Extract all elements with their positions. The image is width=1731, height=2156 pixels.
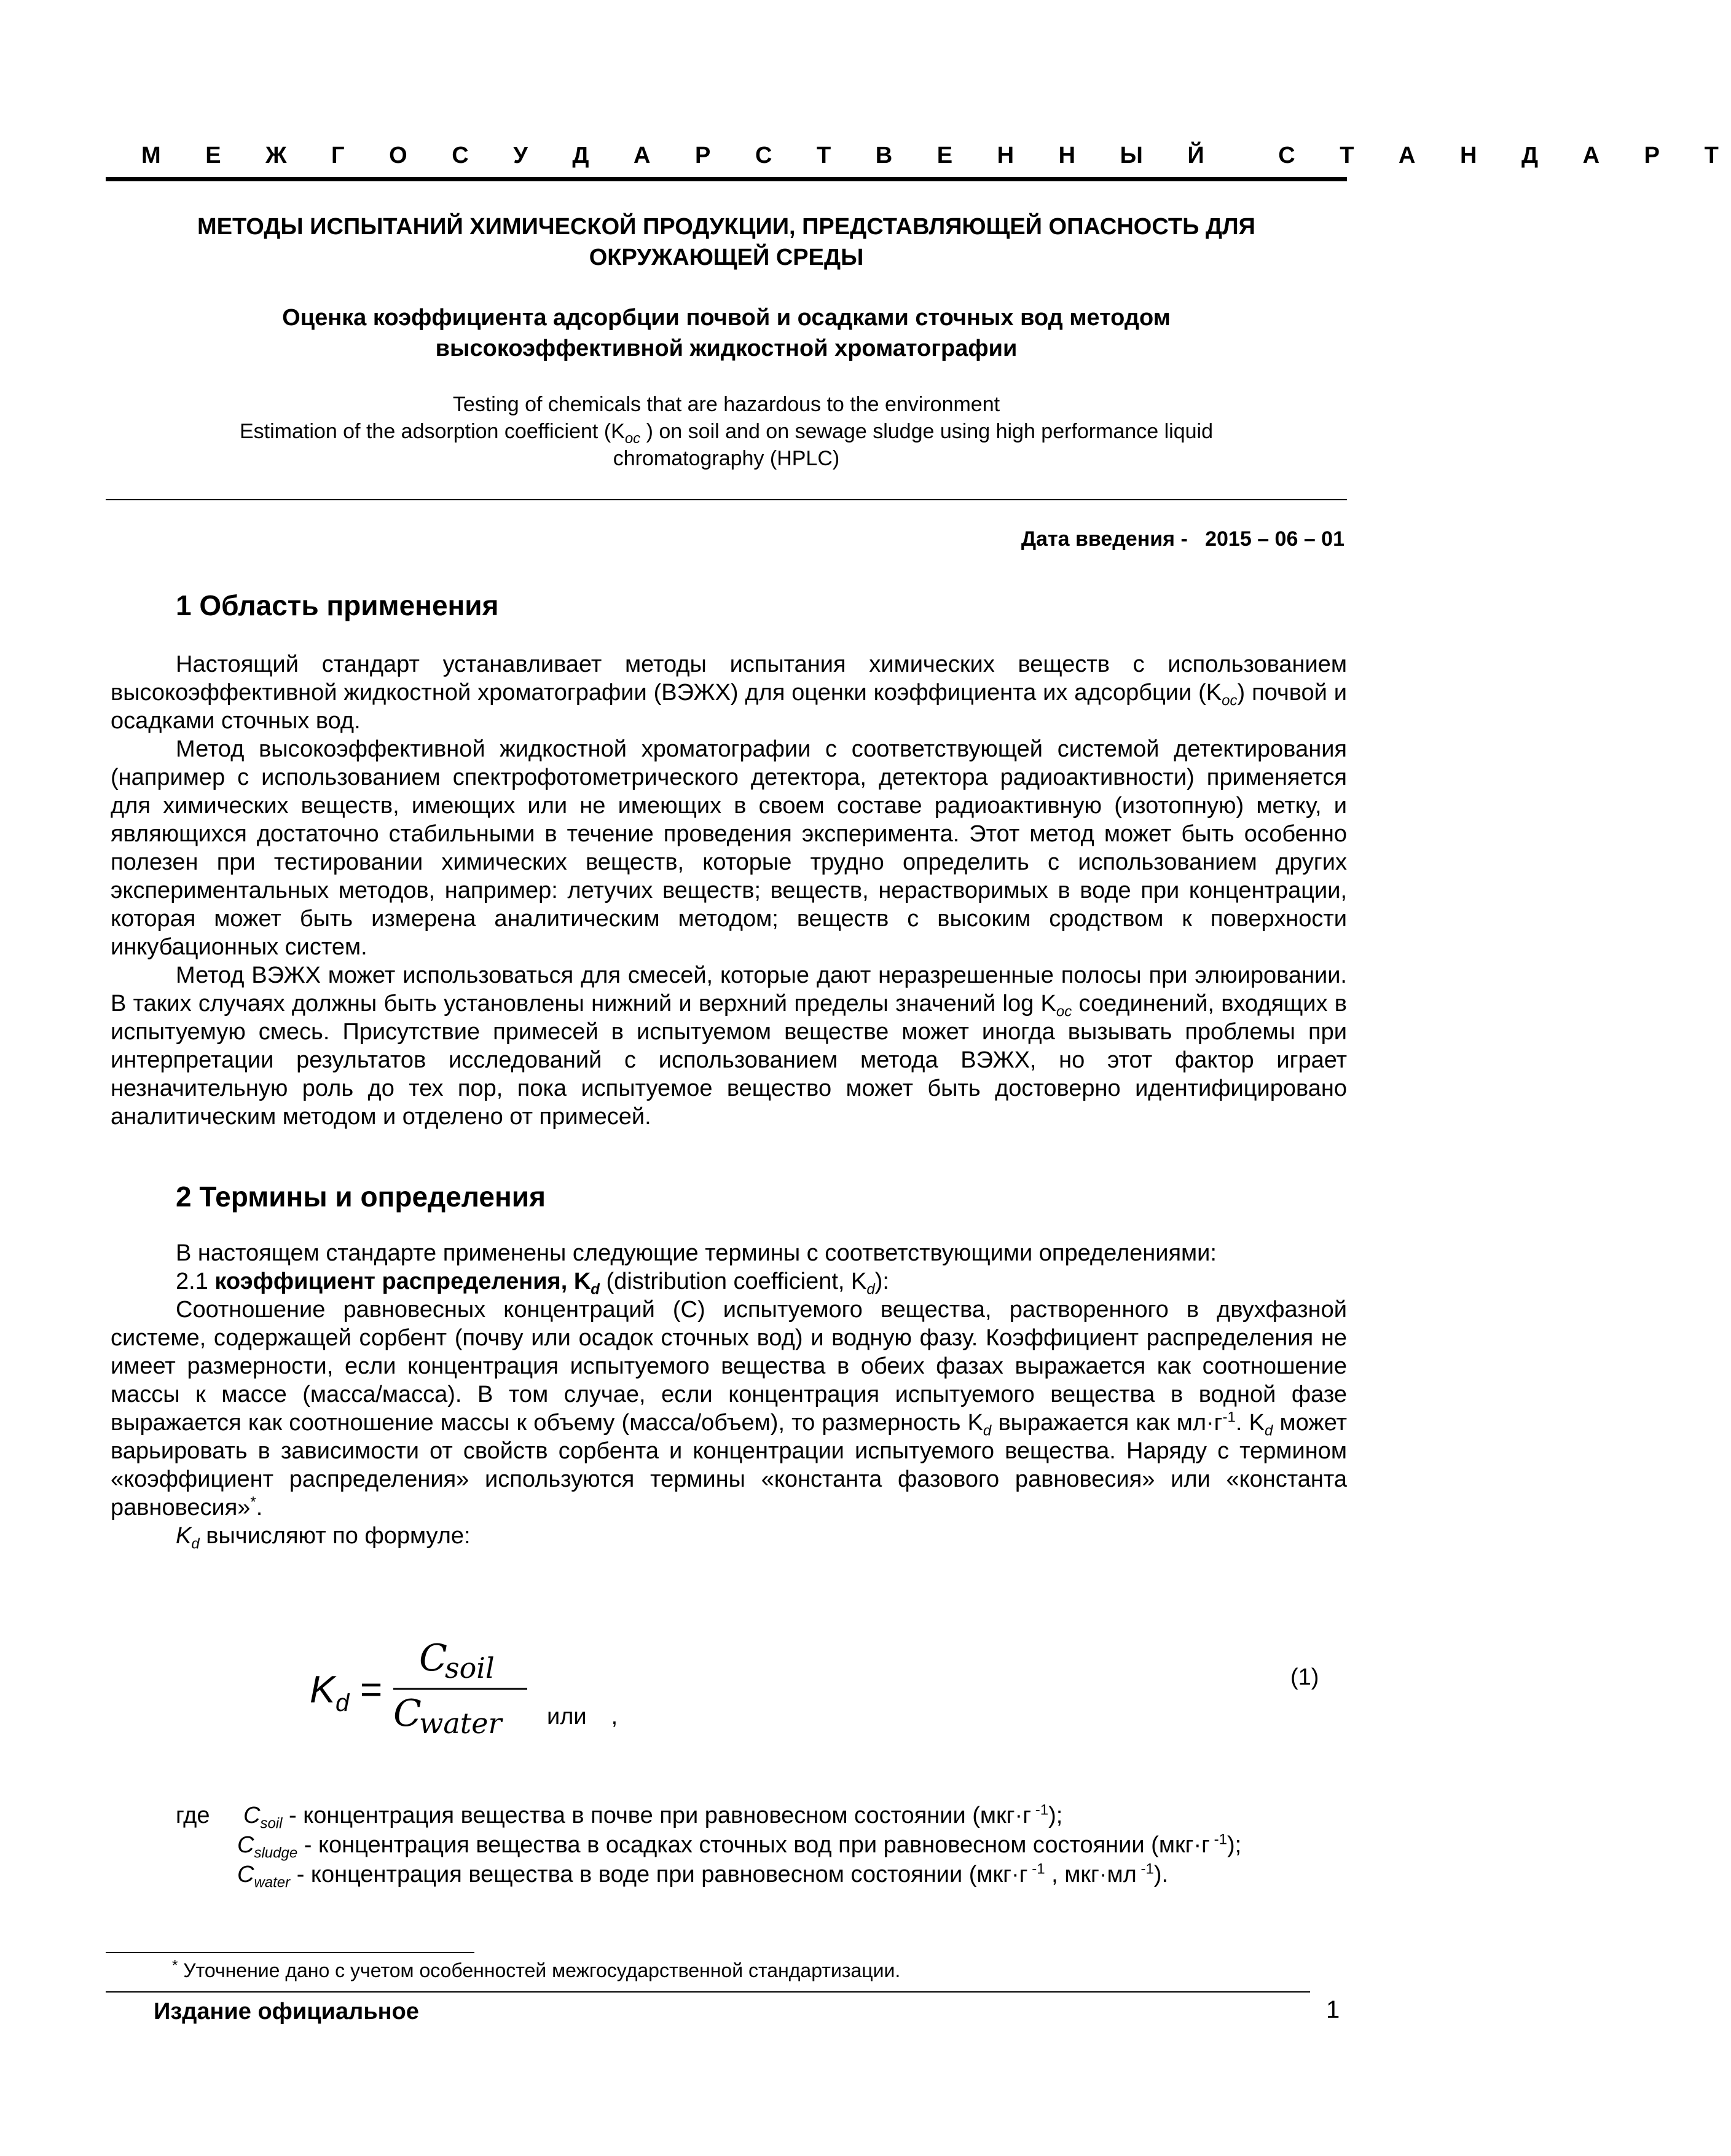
legend-c-sludge: $C_{sludge}$ - концентрация вещества в осадках сточных вод при равновесном состоянии (мкг·г $^{-1}$);: [237, 1831, 1242, 1862]
footnote-rule: [106, 1952, 474, 1953]
formula-or: или ,: [547, 1704, 618, 1729]
legend-c-water: $C_{water}$ - концентрация вещества в воде при равновесном состоянии (мкг·г $^{-1}$ , мкг·мл $^{-1}$).: [237, 1860, 1169, 1891]
formula-equals: =: [360, 1669, 383, 1711]
footnote: * Уточнение дано с учетом особенностей межгосударственной стандартизации.: [172, 1957, 901, 1981]
section-1-body: [111, 650, 1347, 1131]
official-edition-label: Издание официальное: [154, 1999, 419, 2024]
section-1-paragraph-1: Настоящий стандарт устанавливает методы испытания химических веществ с использованием высокоэффективной жидкостной хроматографии (ВЭЖХ) для оценки коэффициента их адсорбции $(K_{oc})$ почвой и осадками сточных вод.: [111, 651, 1348, 734]
subtitle-line-1: Оценка коэффициента адсорбции почвой и осадками сточных вод методом: [282, 305, 1171, 331]
date-value: 2015 – 06 – 01: [1205, 527, 1344, 551]
english-title-line-1: Testing of chemicals that are hazardous to the environment: [452, 393, 1000, 416]
header-rule: [106, 177, 1347, 181]
english-title-line-3: chromatography (HPLC): [613, 447, 840, 470]
term-2-1-definition: Соотношение равновесных концентраций (C) испытуемого вещества, растворенного в двухфазной системе, содержащей сорбент (почву или осадок сточных вод) и водную фазу. Коэффициент распределения не имеет размерности, если концентрация испытуемого вещества в обеих фазах выражается как соотношение массы к массе (масса/масса). В том случае, если концентрация испытуемого вещества в водной фазе выражается как соотношение массы к объему (масса/объем), то размерность $K_d$ выражается как $мл\cdot г^{-1}$. $K_d$ может варьировать в зависимости от свойств сорбента и концентрации испытуемого вещества. Наряду с термином «коэффициент распределения» используются термины «константа фазового равновесия» или «константа равновесия»*.: [111, 1297, 1347, 1521]
section-1-paragraph-2: Метод высокоэффективной жидкостной хроматографии с соответствующей системой детектирования (например с использованием спектрофотометрического детектора, детектора радиоактивности) применяется для химических веществ, имеющих или не имеющих в своем составе радиоактивную (изотопную) метку, и являющихся достаточно стабильными в течение проведения эксперимента. Этот метод может быть особенно полезен при тестировании химических веществ, которые трудно определить с использованием других экспериментальных методов, например: летучих веществ; веществ, нерастворимых в воде при концентрации, которая может быть измерена аналитическим методом; веществ с высоким сродством к поверхности инкубационных систем.: [111, 736, 1347, 960]
page-number: 1: [1326, 1996, 1340, 2023]
banner-right: С Т А Н Д А Р Т: [1278, 143, 1731, 168]
formula-denominator: C: [393, 1692, 422, 1735]
english-title-line-2: Estimation of the adsorption coefficient ($K_{oc}$ ) on soil and on sewage sludge using high performance liquid: [240, 420, 1213, 447]
document-title: [106, 211, 1347, 273]
english-title: [106, 391, 1347, 472]
equation-number: (1): [1290, 1664, 1319, 1690]
subtitle-line-2: высокоэффективной жидкостной хроматографии: [435, 336, 1018, 361]
document-subtitle: [106, 302, 1347, 364]
title-rule: [106, 499, 1347, 500]
formula-denominator-sub: water: [419, 1707, 502, 1740]
title-line-2: ОКРУЖАЮЩЕЙ СРЕДЫ: [589, 245, 864, 270]
banner-left: М Е Ж Г О С У Д А Р С Т В Е Н Н Ы Й: [141, 143, 1217, 168]
section-2-heading: 2 Термины и определения: [176, 1181, 546, 1213]
date-label: Дата введения -: [1021, 527, 1188, 551]
formula-intro: $K_d$ вычисляют по формуле:: [176, 1523, 471, 1552]
formula-lhs: K: [310, 1669, 336, 1711]
section-2-intro: В настоящем стандарте применены следующие термины с соответствующими определениями:: [176, 1240, 1217, 1266]
footer-rule: [106, 1991, 1310, 1993]
section-1-paragraph-3: Метод ВЭЖХ может использоваться для смесей, которые дают неразрешенные полосы при элюировании. В таких случаях должны быть установлены нижний и верхний пределы значений $\log K_{oc}$ соединений, входящих в испытуемую смесь. Присутствие примесей в испытуемом веществе может иногда вызывать проблемы при интерпретации результатов исследований с использованием метода ВЭЖХ, но этот фактор играет незначительную роль до тех пор, пока испытуемое вещество может быть достоверно идентифицировано аналитическим методом и отделено от примесей.: [111, 962, 1347, 1130]
term-2-1: 2.1 коэффициент распределения, $K_d$ (distribution coefficient, $K_d$):: [176, 1269, 889, 1298]
title-line-1: МЕТОДЫ ИСПЫТАНИЙ ХИМИЧЕСКОЙ ПРОДУКЦИИ, ПРЕДСТАВЛЯЮЩЕЙ ОПАСНОСТЬ ДЛЯ: [197, 214, 1255, 240]
formula-numerator-sub: soil: [445, 1651, 495, 1685]
introduction-date: [1021, 527, 1344, 551]
formula-lhs-sub: d: [336, 1690, 350, 1717]
section-2-body: [111, 1239, 1347, 1550]
formula-legend: [111, 1801, 1347, 1889]
legend-c-soil: где $C_{soil}$ - концентрация вещества в почве при равновесном состоянии (мкг·г $^{-1}$);: [176, 1801, 1063, 1832]
standard-banner: [141, 143, 1731, 169]
formula-numerator: C: [419, 1637, 447, 1680]
section-1-heading: 1 Область применения: [176, 589, 499, 621]
